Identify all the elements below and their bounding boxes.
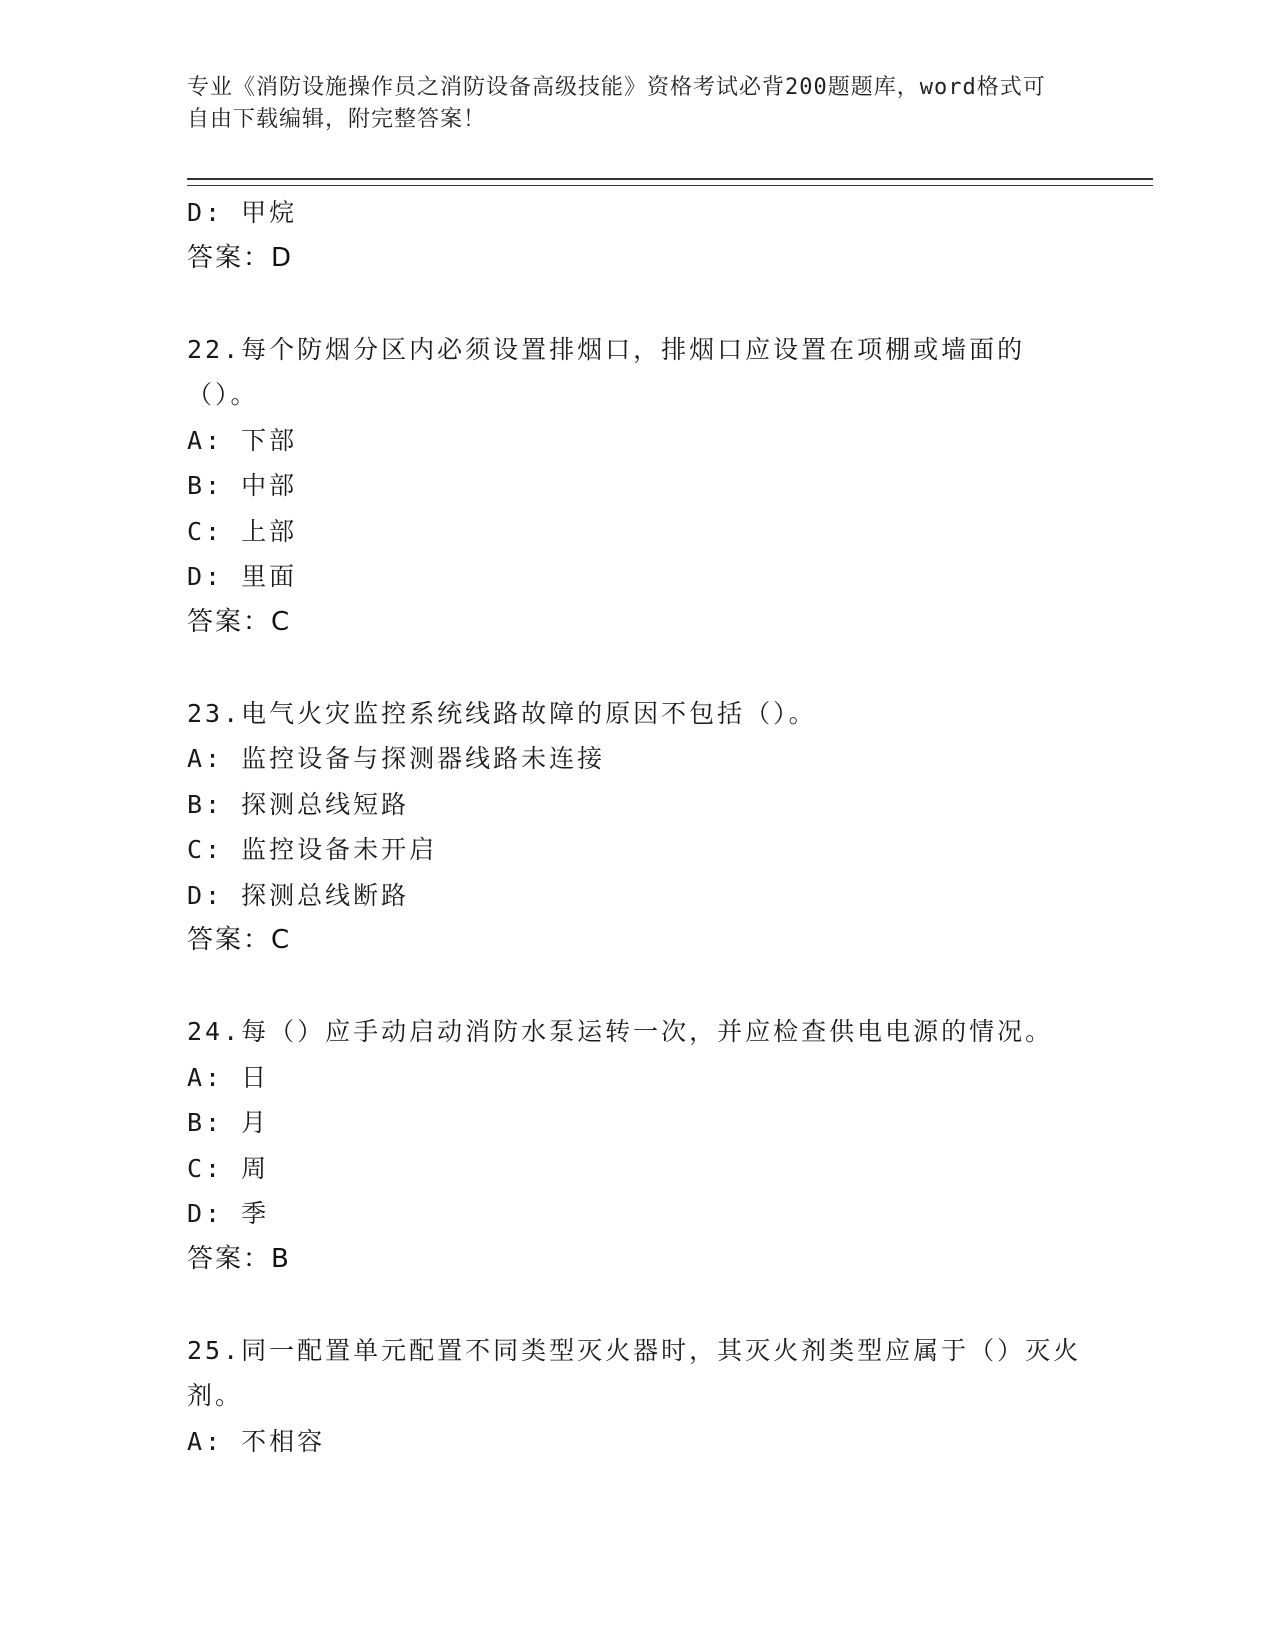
answer: 答案：B: [187, 1243, 291, 1274]
answer: 答案：C: [187, 925, 292, 955]
question-stem: 22.每个防烟分区内必须设置排烟口，排烟口应设置在项棚或墙面的（）。: [187, 334, 1026, 409]
option-b: B: 中部: [187, 471, 298, 500]
option-c: C: 监控设备未开启: [187, 835, 438, 864]
option-d: D: 探测总线断路: [187, 880, 410, 910]
option-b: B: 探测总线短路: [187, 789, 410, 819]
option-a: A: 下部: [187, 425, 298, 455]
answer: 答案：C: [187, 606, 292, 637]
question-stem: 25.同一配置单元配置不同类型灭火器时，其灭火剂类型应属于（）灭火剂。: [187, 1335, 1082, 1410]
question-24: [187, 1009, 1087, 1282]
prev-option-d: D: 甲烷: [187, 198, 298, 227]
option-a: A: 监控设备与探测器线路未连接: [187, 744, 606, 773]
option-b: B: 月: [187, 1108, 270, 1137]
option-d: D: 季: [187, 1199, 270, 1228]
question-22: [187, 327, 1087, 646]
prev-answer: 答案：D: [187, 242, 294, 273]
header-divider: [187, 178, 1153, 186]
option-c: C: 周: [187, 1153, 270, 1183]
spacer: [187, 645, 1087, 691]
spacer: [187, 281, 1087, 327]
option-d: D: 里面: [187, 562, 298, 591]
question-23: [187, 691, 1087, 964]
question-stem: 24.每（）应手动启动消防水泵运转一次，并应检查供电电源的情况。: [187, 1017, 1054, 1046]
question-stem: 23.电气火灾监控系统线路故障的原因不包括（）。: [187, 698, 817, 728]
option-c: C: 上部: [187, 516, 298, 546]
spacer: [187, 1282, 1087, 1328]
option-a: A: 不相容: [187, 1426, 326, 1456]
header-text: 专业《消防设施操作员之消防设备高级技能》资格考试必背200题题库，word格式可自由下载编辑，附完整答案！: [187, 75, 1046, 132]
option-a: A: 日: [187, 1062, 270, 1092]
question-list: [187, 190, 1087, 1464]
spacer: [187, 964, 1087, 1010]
document-header: [187, 72, 1067, 136]
question-25: [187, 1328, 1087, 1465]
